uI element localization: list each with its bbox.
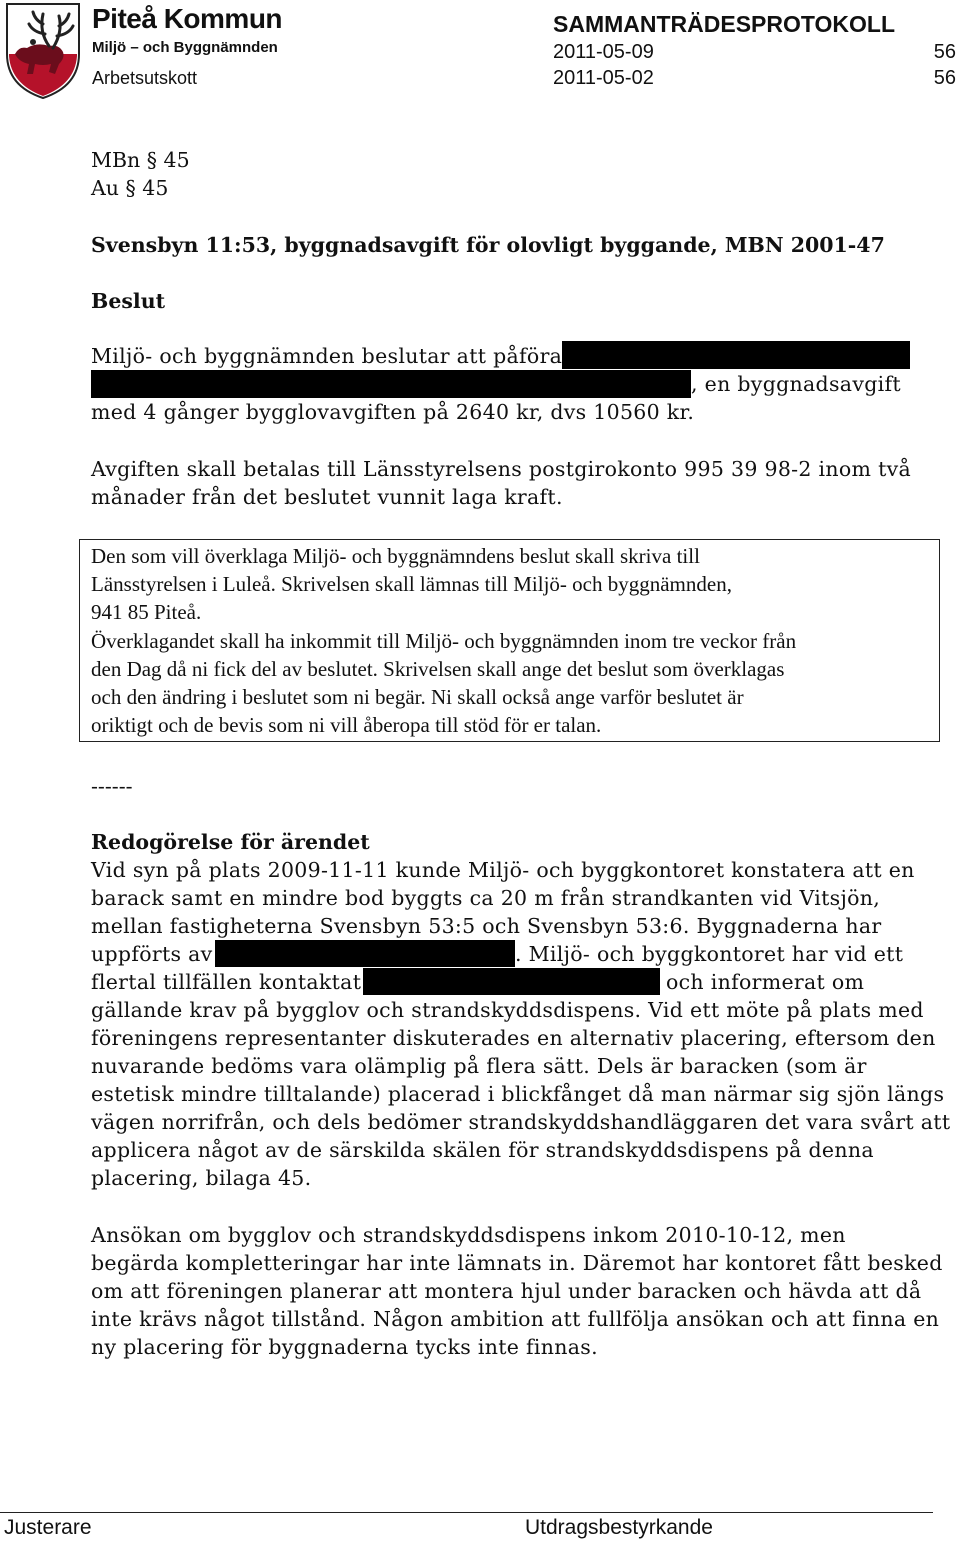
report-line: estetisk mindre tilltalande) placerad i blickfånget då man närmar sig sjön längs — [91, 1082, 945, 1106]
report-line: vägen norrifrån, och dels bedömer strandskyddshandläggaren det vara svårt att — [91, 1110, 951, 1134]
decision-line: Miljö- och byggnämnden beslutar att påföra — [91, 344, 563, 368]
report-line: placering, bilaga 45. — [91, 1166, 312, 1190]
report-line-tail: . Miljö- och byggkontoret har vid ett — [515, 942, 904, 966]
report-line-tail: och informerat om — [666, 970, 865, 994]
ref-au: Au § 45 — [91, 176, 169, 200]
committee-date: 2011-05-02 — [553, 67, 654, 89]
redaction-block — [215, 940, 515, 967]
appeal-line: den Dag då ni fick del av beslutet. Skrivelsen skall ange det beslut som överklagas — [91, 657, 785, 681]
report-line: gällande krav på bygglov och strandskyddsdispens. Vid ett möte på plats med — [91, 998, 924, 1022]
org-name: Piteå Kommun — [92, 3, 283, 34]
document-type: SAMMANTRÄDESPROTOKOLL — [553, 11, 896, 37]
redaction-block — [562, 341, 910, 369]
report-line: begärda kompletteringar har inte lämnats in. Däremot har kontoret fått besked — [91, 1251, 943, 1275]
report-line: Ansökan om bygglov och strandskyddsdispens inkom 2010-10-12, men — [91, 1223, 846, 1247]
page-number: 56 — [933, 41, 956, 63]
decision-line-tail: , en byggnadsavgift — [691, 372, 901, 396]
report-line: flertal tillfällen kontaktat — [91, 970, 362, 994]
appeal-line: oriktigt och de bevis som ni vill åberopa till stöd för er talan. — [91, 713, 602, 737]
matter-title: Svensbyn 11:53, byggnadsavgift för olovligt byggande, MBN 2001-47 — [91, 233, 885, 257]
redaction-block — [363, 968, 660, 995]
fee-line: Avgiften skall betalas till Länsstyrelsens postgirokonto 995 39 98-2 inom två — [91, 457, 912, 481]
report-line: mellan fastigheterna Svensbyn 53:5 och Svensbyn 53:6. Byggnaderna har — [91, 914, 882, 938]
report-line: Vid syn på plats 2009-11-11 kunde Miljö- och byggkontoret konstatera att en — [91, 858, 915, 882]
appeal-line: Länsstyrelsen i Luleå. Skrivelsen skall lämnas till Miljö- och byggnämnden, — [91, 572, 732, 596]
redaction-block — [91, 370, 691, 398]
fee-line: månader från det beslutet vunnit laga kraft. — [91, 485, 563, 509]
report-heading: Redogörelse för ärendet — [91, 830, 370, 854]
org-subtitle: Miljö – och Byggnämnden — [92, 39, 278, 56]
committee-name: Arbetsutskott — [92, 68, 198, 88]
report-line: nuvarande bedöms vara olämplig på flera sätt. Dels är baracken (som är — [91, 1054, 867, 1078]
footer-signatory-label: Justerare — [4, 1516, 92, 1539]
appeal-line: Överklagandet skall ha inkommit till Miljö- och byggnämnden inom tre veckor från — [91, 629, 797, 653]
report-line: om att föreningen planerar att montera hjul under baracken och hävda att då — [91, 1279, 922, 1303]
meeting-date: 2011-05-09 — [553, 41, 654, 63]
decision-heading: Beslut — [91, 289, 166, 313]
report-line: barack samt en mindre bod byggts ca 20 m från strandkanten vid Vitsjön, — [91, 886, 881, 910]
decision-line: med 4 gånger bygglovavgiften på 2640 kr, dvs 10560 kr. — [91, 400, 695, 424]
report-line: föreningens representanter diskuterades en alternativ placering, eftersom den — [91, 1026, 936, 1050]
page-number-committee: 56 — [933, 67, 956, 89]
footer-certification-label: Utdragsbestyrkande — [525, 1516, 713, 1539]
ref-mbn: MBn § 45 — [91, 148, 190, 172]
report-line: uppförts av — [91, 942, 213, 966]
separator: ------ — [91, 774, 133, 798]
footer-divider — [0, 1512, 933, 1513]
report-line: inte krävs något tillstånd. Någon ambition att fullfölja ansökan och att finna en — [91, 1307, 940, 1331]
appeal-line: Den som vill överklaga Miljö- och byggnämndens beslut skall skriva till — [91, 544, 700, 568]
appeal-line: 941 85 Piteå. — [91, 600, 202, 624]
report-line: ny placering för byggnaderna tycks inte finnas. — [91, 1335, 598, 1359]
appeal-line: och den ändring i beslutet som ni begär. Ni skall också ange varför beslutet är — [91, 685, 744, 709]
reindeer-coat-of-arms-icon — [3, 2, 83, 100]
report-line: applicera något av de särskilda skälen för strandskyddsdispens på denna — [91, 1138, 874, 1162]
